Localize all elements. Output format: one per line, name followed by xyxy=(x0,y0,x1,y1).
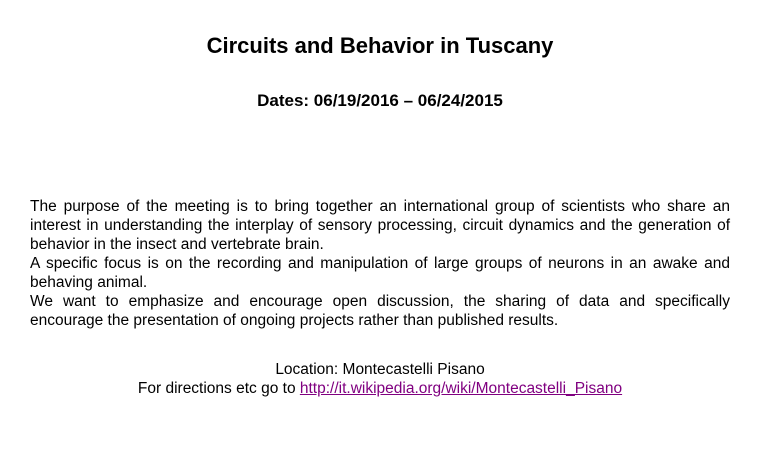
purpose-paragraph: The purpose of the meeting is to bring together an international group of scientists who share an interest in understanding the interplay of sensory processing, circuit dynamics and the generation of behavior in the insect and vertebrate brain. xyxy=(30,198,730,253)
directions-line xyxy=(0,379,760,398)
location-label: Location: Montecastelli Pisano xyxy=(275,361,485,378)
location-block xyxy=(0,360,760,398)
page-title: Circuits and Behavior in Tuscany xyxy=(206,33,554,58)
meeting-dates: Dates: 06/19/2016 – 06/24/2015 xyxy=(257,91,503,110)
directions-prefix: For directions etc go to xyxy=(137,380,300,397)
meeting-description xyxy=(30,197,730,330)
focus-paragraph: A specific focus is on the recording and manipulation of large groups of neurons in an awake and behaving animal. xyxy=(30,255,730,291)
discussion-paragraph: We want to emphasize and encourage open discussion, the sharing of data and specifically encourage the presentation of ongoing projects rather than published results. xyxy=(30,293,730,329)
directions-link[interactable]: http://it.wikipedia.org/wiki/Montecastelli_Pisano xyxy=(299,380,623,397)
